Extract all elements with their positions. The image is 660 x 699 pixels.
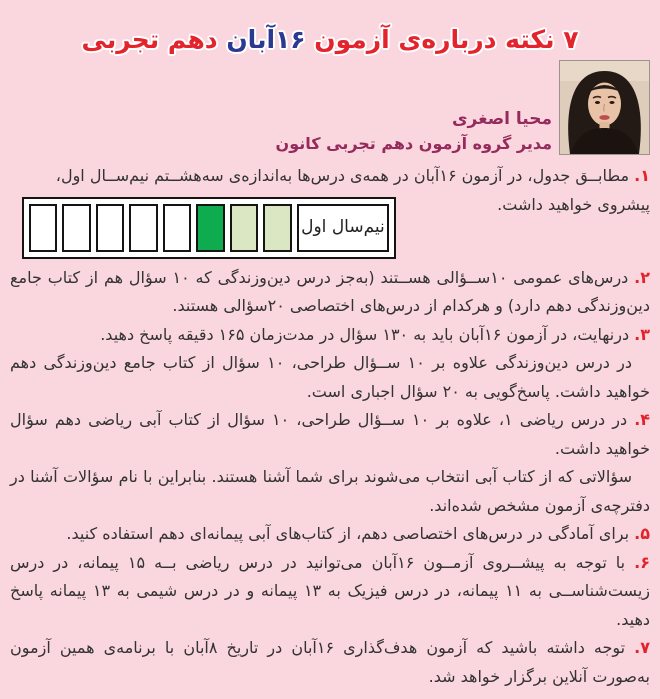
point-7-number: ۷. [634, 638, 651, 657]
point-6 [10, 549, 650, 635]
progress-label-cell: نیم‌سال اول [297, 204, 389, 252]
author-text [276, 109, 552, 155]
article-body [10, 162, 650, 691]
point-4-number: ۴. [634, 410, 651, 429]
progress-table [22, 197, 396, 259]
point-7 [10, 634, 650, 691]
progress-cell-empty [163, 204, 191, 252]
point-1-line-1 [10, 162, 650, 191]
progress-cell-empty [62, 204, 90, 252]
title-segment-navy: ۱۶آبان [226, 25, 306, 54]
point-4-text: در درس ریاضی ۱، علاوه بر ۱۰ ســؤال طراحی، ۱۰ سؤال از کتاب آبی ریاضی دهم سؤال خواهید داشت. [10, 410, 650, 458]
point-1-number: ۱. [634, 166, 650, 185]
point-2-text: درس‌های عمومی ۱۰ســؤالی هســتند (به‌جز درس دین‌وزندگی که ۱۰ سؤال هم از کتاب جامع دین‌وزندگی دهم دارد) و هرکدام از درس‌های اختصاصی ۲۰سؤالی هستند. [10, 267, 650, 315]
point-3-continuation: در درس دین‌وزندگی علاوه بر ۱۰ ســؤال طراحی، ۱۰ سؤال از کتاب جامع دین‌وزندگی دهم خواهید داشت. پاسخ‌گویی به ۲۰ سؤال اجباری است. [10, 353, 650, 401]
point-3-number: ۳. [634, 324, 650, 344]
progress-cell-empty [96, 204, 124, 252]
title-segment-red-1: ۷ نکته درباره‌ی آزمون [305, 25, 579, 54]
author-photo [559, 60, 650, 155]
author-role: مدیر گروه آزمون دهم تجربی کانون [275, 134, 552, 153]
point-4-continuation: سؤالاتی که از کتاب آبی انتخاب می‌شوند برای شما آشنا هستند. بنابراین با نام سؤالات آشنا در دفترچه‌ی آزمون مشخص شده‌اند. [10, 467, 650, 515]
progress-cell-light [263, 204, 291, 252]
point-1-text: مطابــق جدول، در آزمون ۱۶آبان در همه‌ی درس‌ها به‌اندازه‌ی سه‌هشــتم نیم‌ســال اول، [55, 166, 630, 185]
portrait-photo [560, 61, 649, 154]
point-3 [10, 321, 650, 350]
title-segment-red-2: دهم تجربی [81, 25, 227, 54]
page-title [10, 0, 650, 58]
progress-cell-empty [129, 204, 157, 252]
progress-cell-light [230, 204, 258, 252]
author-block [10, 60, 650, 155]
progress-cell-empty [29, 204, 57, 252]
point-7-text: توجه داشته باشید که آزمون هدف‌گذاری ۱۶آبان در تاریخ ۸آبان با برنامه‌ی همین آزمون به‌صورت آنلاین برگزار خواهد شد. [10, 638, 650, 686]
point-1-line-2: پیشروی خواهید داشت. [497, 194, 650, 214]
point-6-text: با توجه به پیشــروی آزمــون ۱۶آبان می‌توانید در درس ریاضی بــه ۱۵ پیمانه، در درس زیست‌شناســی به ۱۱ پیمانه، در درس فیزیک به ۱۳ پیمانه و در درس شیمی به ۱۳ پیمانه پاسخ دهید. [10, 552, 651, 629]
point-3-text: درنهایت، در آزمون ۱۶آبان باید به ۱۳۰ سؤال در مدت‌زمان ۱۶۵ دقیقه پاسخ دهید. [100, 324, 630, 344]
point-4 [10, 406, 650, 463]
point-5-text: برای آمادگی در درس‌های اختصاصی دهم، از کتاب‌های آبی پیمانه‌ای دهم استفاده کنید. [66, 524, 630, 543]
point-6-number: ۶. [634, 552, 650, 572]
point-5-number: ۵. [634, 524, 650, 543]
progress-cell-accent [196, 204, 224, 252]
author-name: محیا اصغری [451, 109, 552, 129]
point-5 [10, 520, 650, 549]
progress-diagram-row [10, 191, 650, 259]
point-2-number: ۲. [634, 267, 651, 287]
point-2 [10, 264, 650, 321]
